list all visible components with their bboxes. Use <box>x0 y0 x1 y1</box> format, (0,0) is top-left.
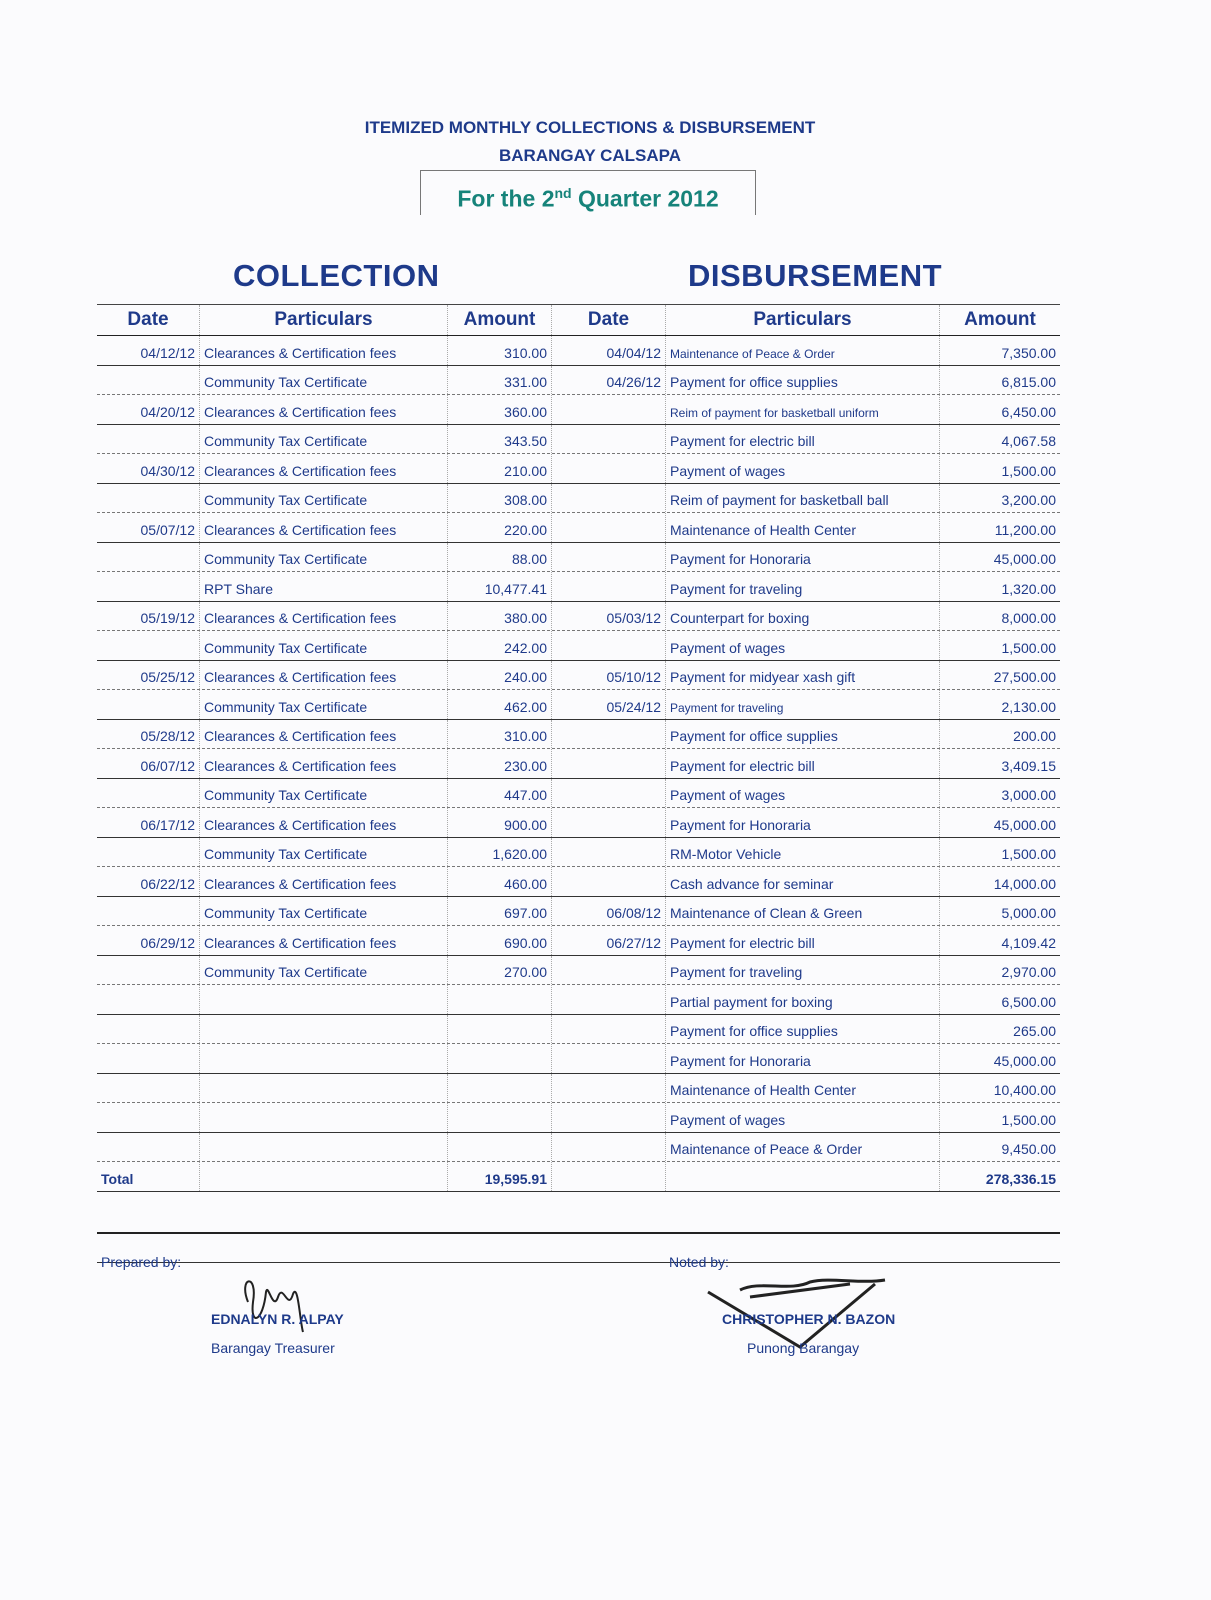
disbursement-date <box>552 425 666 454</box>
disbursement-amount: 4,067.58 <box>1001 433 1056 449</box>
collection-amount: 360.00 <box>448 395 552 424</box>
collection-particulars <box>200 1015 448 1044</box>
collection-particulars: Community Tax Certificate <box>200 956 448 985</box>
disbursement-date <box>552 867 666 896</box>
collection-amount: 10,477.41 <box>448 572 552 601</box>
disbursement-date <box>552 838 666 867</box>
disbursement-particulars: Payment for office supplies <box>666 720 940 749</box>
disbursement-particulars: Payment for Honoraria <box>666 543 940 572</box>
disbursement-particulars: Payment for electric bill <box>666 749 940 778</box>
ledger-table <box>97 304 1060 1263</box>
disbursement-amount: 9,450.00 <box>1001 1141 1056 1157</box>
collection-amount <box>448 1133 552 1162</box>
collection-date <box>97 897 200 926</box>
collection-date <box>97 690 200 719</box>
collection-date: 05/19/12 <box>97 602 200 631</box>
disbursement-particulars: Payment for office supplies <box>666 366 940 395</box>
table-row <box>97 779 1060 809</box>
collection-date <box>97 1074 200 1103</box>
collection-amount: 331.00 <box>448 366 552 395</box>
disbursement-particulars: Maintenance of Health Center <box>666 1074 940 1103</box>
disbursement-amount: 3,409.15 <box>1001 757 1056 774</box>
collection-amount: 210.00 <box>448 454 552 483</box>
disbursement-amount: 5,000.00 <box>1001 905 1056 921</box>
disbursement-particulars: Payment for traveling <box>666 572 940 601</box>
disbursement-amount: 1,500.00 <box>1001 846 1056 862</box>
disbursement-date <box>552 1103 666 1132</box>
collection-particulars: Clearances & Certification fees <box>200 602 448 631</box>
collection-date <box>97 1133 200 1162</box>
prepared-by-role: Barangay Treasurer <box>211 1340 335 1356</box>
table-row <box>97 454 1060 484</box>
noted-by-label: Noted by: <box>669 1254 729 1270</box>
disbursement-date <box>552 454 666 483</box>
collection-amount: 242.00 <box>448 631 552 660</box>
col-header-date: Date <box>552 305 666 335</box>
disbursement-date <box>552 749 666 778</box>
collection-particulars: Clearances & Certification fees <box>200 454 448 483</box>
collection-date <box>97 631 200 660</box>
collection-particulars <box>200 985 448 1014</box>
collection-date: 04/12/12 <box>97 336 200 365</box>
collection-amount: 900.00 <box>448 808 552 837</box>
collection-date: 06/17/12 <box>97 808 200 837</box>
table-row <box>97 336 1060 366</box>
collection-date <box>97 1044 200 1073</box>
collection-particulars: Clearances & Certification fees <box>200 513 448 542</box>
collection-particulars: Community Tax Certificate <box>200 631 448 660</box>
table-row <box>97 808 1060 838</box>
col-header-particulars: Particulars <box>200 305 448 335</box>
disbursement-particulars: Payment for electric bill <box>666 926 940 955</box>
collection-date <box>97 956 200 985</box>
collection-amount: 88.00 <box>448 543 552 572</box>
disbursement-amount: 2,130.00 <box>1001 698 1056 715</box>
collection-date <box>97 838 200 867</box>
collection-particulars: Community Tax Certificate <box>200 838 448 867</box>
collection-particulars: Clearances & Certification fees <box>200 661 448 690</box>
disbursement-particulars: Reim of payment for basketball uniform <box>666 395 940 424</box>
disbursement-amount: 45,000.00 <box>993 551 1056 567</box>
disbursement-particulars: Payment of wages <box>666 779 940 808</box>
collection-particulars: RPT Share <box>200 572 448 601</box>
disbursement-particulars: Payment for Honoraria <box>666 808 940 837</box>
quarter-label <box>420 170 756 215</box>
table-row <box>97 425 1060 455</box>
collection-amount <box>448 985 552 1014</box>
disbursement-date <box>552 543 666 572</box>
collection-amount <box>448 1015 552 1044</box>
collection-date <box>97 1015 200 1044</box>
disbursement-date <box>552 779 666 808</box>
collection-date <box>97 425 200 454</box>
disbursement-date <box>552 631 666 660</box>
quarter-prefix: For the 2 <box>457 185 555 212</box>
collection-amount: 230.00 <box>448 749 552 778</box>
collection-amount: 343.50 <box>448 425 552 454</box>
collection-date <box>97 366 200 395</box>
table-row <box>97 985 1060 1015</box>
table-row <box>97 838 1060 868</box>
disbursement-date: 04/04/12 <box>552 336 666 365</box>
collection-amount: 308.00 <box>448 484 552 513</box>
disbursement-particulars: Cash advance for seminar <box>666 867 940 896</box>
disbursement-particulars: Payment for midyear xash gift <box>666 661 940 690</box>
disbursement-particulars: Maintenance of Peace & Order <box>666 1133 940 1162</box>
disbursement-date <box>552 985 666 1014</box>
disbursement-date <box>552 1044 666 1073</box>
table-row <box>97 602 1060 632</box>
collection-date: 05/07/12 <box>97 513 200 542</box>
col-header-amount: Amount <box>448 305 552 335</box>
table-row <box>97 1015 1060 1045</box>
collection-particulars: Clearances & Certification fees <box>200 720 448 749</box>
collection-date <box>97 572 200 601</box>
collection-amount: 1,620.00 <box>448 838 552 867</box>
disbursement-amount: 6,815.00 <box>1001 374 1056 390</box>
disbursement-particulars: Payment for traveling <box>666 956 940 985</box>
quarter-suffix: Quarter 2012 <box>571 185 719 212</box>
disbursement-amount: 4,109.42 <box>1001 934 1056 951</box>
disbursement-amount: 45,000.00 <box>993 816 1056 833</box>
disbursement-amount: 6,500.00 <box>1001 993 1056 1010</box>
disbursement-date <box>552 1015 666 1044</box>
table-row <box>97 1074 1060 1104</box>
disbursement-particulars: Maintenance of Health Center <box>666 513 940 542</box>
table-row <box>97 897 1060 927</box>
table-row <box>97 543 1060 573</box>
collection-particulars: Community Tax Certificate <box>200 779 448 808</box>
disbursement-particulars: Payment of wages <box>666 1103 940 1132</box>
table-row <box>97 366 1060 396</box>
empty-cell <box>200 1162 448 1191</box>
collection-particulars: Community Tax Certificate <box>200 543 448 572</box>
collection-date <box>97 484 200 513</box>
prepared-by-label: Prepared by: <box>101 1254 182 1270</box>
collection-amount: 690.00 <box>448 926 552 955</box>
disbursement-date <box>552 513 666 542</box>
disbursement-particulars: RM-Motor Vehicle <box>666 838 940 867</box>
disbursement-date <box>552 808 666 837</box>
collection-date: 05/25/12 <box>97 661 200 690</box>
document-title: ITEMIZED MONTHLY COLLECTIONS & DISBURSEMENT <box>364 118 816 137</box>
disbursement-amount: 1,500.00 <box>1001 462 1056 479</box>
disbursement-amount: 8,000.00 <box>1001 610 1056 626</box>
table-row <box>97 720 1060 750</box>
disbursement-amount: 265.00 <box>1013 1023 1056 1039</box>
collection-particulars: Clearances & Certification fees <box>200 395 448 424</box>
disbursement-amount: 7,350.00 <box>1001 344 1056 361</box>
disbursement-date: 06/27/12 <box>552 926 666 955</box>
collection-date: 06/22/12 <box>97 867 200 896</box>
collection-particulars: Community Tax Certificate <box>200 897 448 926</box>
disbursement-date <box>552 572 666 601</box>
collection-amount: 240.00 <box>448 661 552 690</box>
disbursement-date <box>552 720 666 749</box>
disbursement-date: 06/08/12 <box>552 897 666 926</box>
disbursement-amount: 3,000.00 <box>1001 787 1056 803</box>
table-row <box>97 395 1060 425</box>
collection-date <box>97 779 200 808</box>
collection-particulars: Community Tax Certificate <box>200 484 448 513</box>
disbursement-amount: 27,500.00 <box>993 669 1056 685</box>
disbursement-particulars: Reim of payment for basketball ball <box>666 484 940 513</box>
col-header-particulars: Particulars <box>666 305 940 335</box>
table-row <box>97 631 1060 661</box>
collection-date: 04/20/12 <box>97 395 200 424</box>
disbursement-particulars: Payment for Honoraria <box>666 1044 940 1073</box>
disbursement-date: 04/26/12 <box>552 366 666 395</box>
disbursement-amount: 1,320.00 <box>1001 580 1056 597</box>
table-row <box>97 1103 1060 1133</box>
disbursement-date: 05/24/12 <box>552 690 666 719</box>
collection-particulars: Community Tax Certificate <box>200 425 448 454</box>
disbursement-amount: 200.00 <box>1013 728 1056 744</box>
table-row <box>97 513 1060 543</box>
disbursement-date <box>552 956 666 985</box>
collection-date: 06/07/12 <box>97 749 200 778</box>
collection-amount <box>448 1044 552 1073</box>
disbursement-particulars: Payment for electric bill <box>666 425 940 454</box>
collection-particulars <box>200 1133 448 1162</box>
disbursement-date <box>552 1074 666 1103</box>
collection-particulars: Clearances & Certification fees <box>200 867 448 896</box>
collection-amount: 460.00 <box>448 867 552 896</box>
collection-date: 06/29/12 <box>97 926 200 955</box>
blank-row <box>97 1234 1060 1263</box>
total-collection: 19,595.91 <box>448 1162 552 1191</box>
collection-amount: 310.00 <box>448 720 552 749</box>
disbursement-amount: 1,500.00 <box>1001 1111 1056 1128</box>
collection-particulars: Clearances & Certification fees <box>200 808 448 837</box>
disbursement-amount: 10,400.00 <box>993 1082 1056 1098</box>
collection-amount: 220.00 <box>448 513 552 542</box>
collection-particulars <box>200 1074 448 1103</box>
collection-date <box>97 985 200 1014</box>
disbursement-particulars: Payment of wages <box>666 631 940 660</box>
total-row <box>97 1162 1060 1192</box>
collection-date <box>97 1103 200 1132</box>
collection-particulars <box>200 1044 448 1073</box>
disbursement-amount: 14,000.00 <box>993 875 1056 892</box>
collection-particulars: Community Tax Certificate <box>200 690 448 719</box>
collection-particulars: Clearances & Certification fees <box>200 336 448 365</box>
collection-date <box>97 543 200 572</box>
table-row <box>97 1133 1060 1163</box>
table-row <box>97 690 1060 720</box>
treasurer-signature <box>228 1272 318 1337</box>
prepared-by-name: EDNALYN R. ALPAY <box>211 1311 344 1327</box>
disbursement-amount: 3,200.00 <box>1001 492 1056 508</box>
collection-date: 04/30/12 <box>97 454 200 483</box>
disbursement-particulars: Payment for office supplies <box>666 1015 940 1044</box>
disbursement-amount: 11,200.00 <box>994 521 1056 538</box>
table-row <box>97 926 1060 956</box>
col-header-date: Date <box>97 305 200 335</box>
collection-heading: COLLECTION <box>233 258 440 293</box>
table-row <box>97 572 1060 602</box>
collection-particulars: Clearances & Certification fees <box>200 926 448 955</box>
disbursement-amount: 2,970.00 <box>1001 964 1056 980</box>
table-row <box>97 484 1060 514</box>
disbursement-date: 05/10/12 <box>552 661 666 690</box>
collection-amount: 697.00 <box>448 897 552 926</box>
disbursement-date: 05/03/12 <box>552 602 666 631</box>
disbursement-particulars: Maintenance of Peace & Order <box>666 336 940 365</box>
noted-by-role: Punong Barangay <box>747 1340 860 1356</box>
collection-amount: 462.00 <box>448 690 552 719</box>
table-row <box>97 661 1060 691</box>
table-row <box>97 749 1060 779</box>
collection-particulars: Community Tax Certificate <box>200 366 448 395</box>
collection-amount: 380.00 <box>448 602 552 631</box>
disbursement-amount: 1,500.00 <box>1001 639 1056 656</box>
quarter-sup: nd <box>554 185 572 201</box>
disbursement-date <box>552 1133 666 1162</box>
collection-particulars <box>200 1103 448 1132</box>
collection-amount <box>448 1103 552 1132</box>
disbursement-date <box>552 395 666 424</box>
collection-date: 05/28/12 <box>97 720 200 749</box>
disbursement-particulars: Counterpart for boxing <box>666 602 940 631</box>
collection-amount: 270.00 <box>448 956 552 985</box>
barangay-name: BARANGAY CALSAPA <box>499 146 681 165</box>
disbursement-particulars: Partial payment for boxing <box>666 985 940 1014</box>
empty-cell <box>552 1162 666 1191</box>
total-disbursement: 278,336.15 <box>985 1170 1056 1187</box>
collection-amount: 310.00 <box>448 336 552 365</box>
collection-amount: 447.00 <box>448 779 552 808</box>
disbursement-heading: DISBURSEMENT <box>688 258 943 293</box>
collection-amount <box>448 1074 552 1103</box>
empty-cell <box>666 1162 940 1191</box>
total-label: Total <box>97 1162 200 1191</box>
table-row <box>97 956 1060 986</box>
table-row <box>97 1044 1060 1074</box>
blank-row <box>97 1192 1060 1234</box>
collection-particulars: Clearances & Certification fees <box>200 749 448 778</box>
col-header-amount: Amount <box>964 309 1036 330</box>
table-row <box>97 867 1060 897</box>
disbursement-amount: 45,000.00 <box>993 1052 1056 1069</box>
table-header <box>97 304 1060 336</box>
noted-by-name: CHRISTOPHER N. BAZON <box>722 1311 896 1327</box>
disbursement-particulars: Payment of wages <box>666 454 940 483</box>
disbursement-particulars: Payment for traveling <box>666 690 940 719</box>
disbursement-date <box>552 484 666 513</box>
disbursement-amount: 6,450.00 <box>1001 403 1056 420</box>
disbursement-particulars: Maintenance of Clean & Green <box>666 897 940 926</box>
